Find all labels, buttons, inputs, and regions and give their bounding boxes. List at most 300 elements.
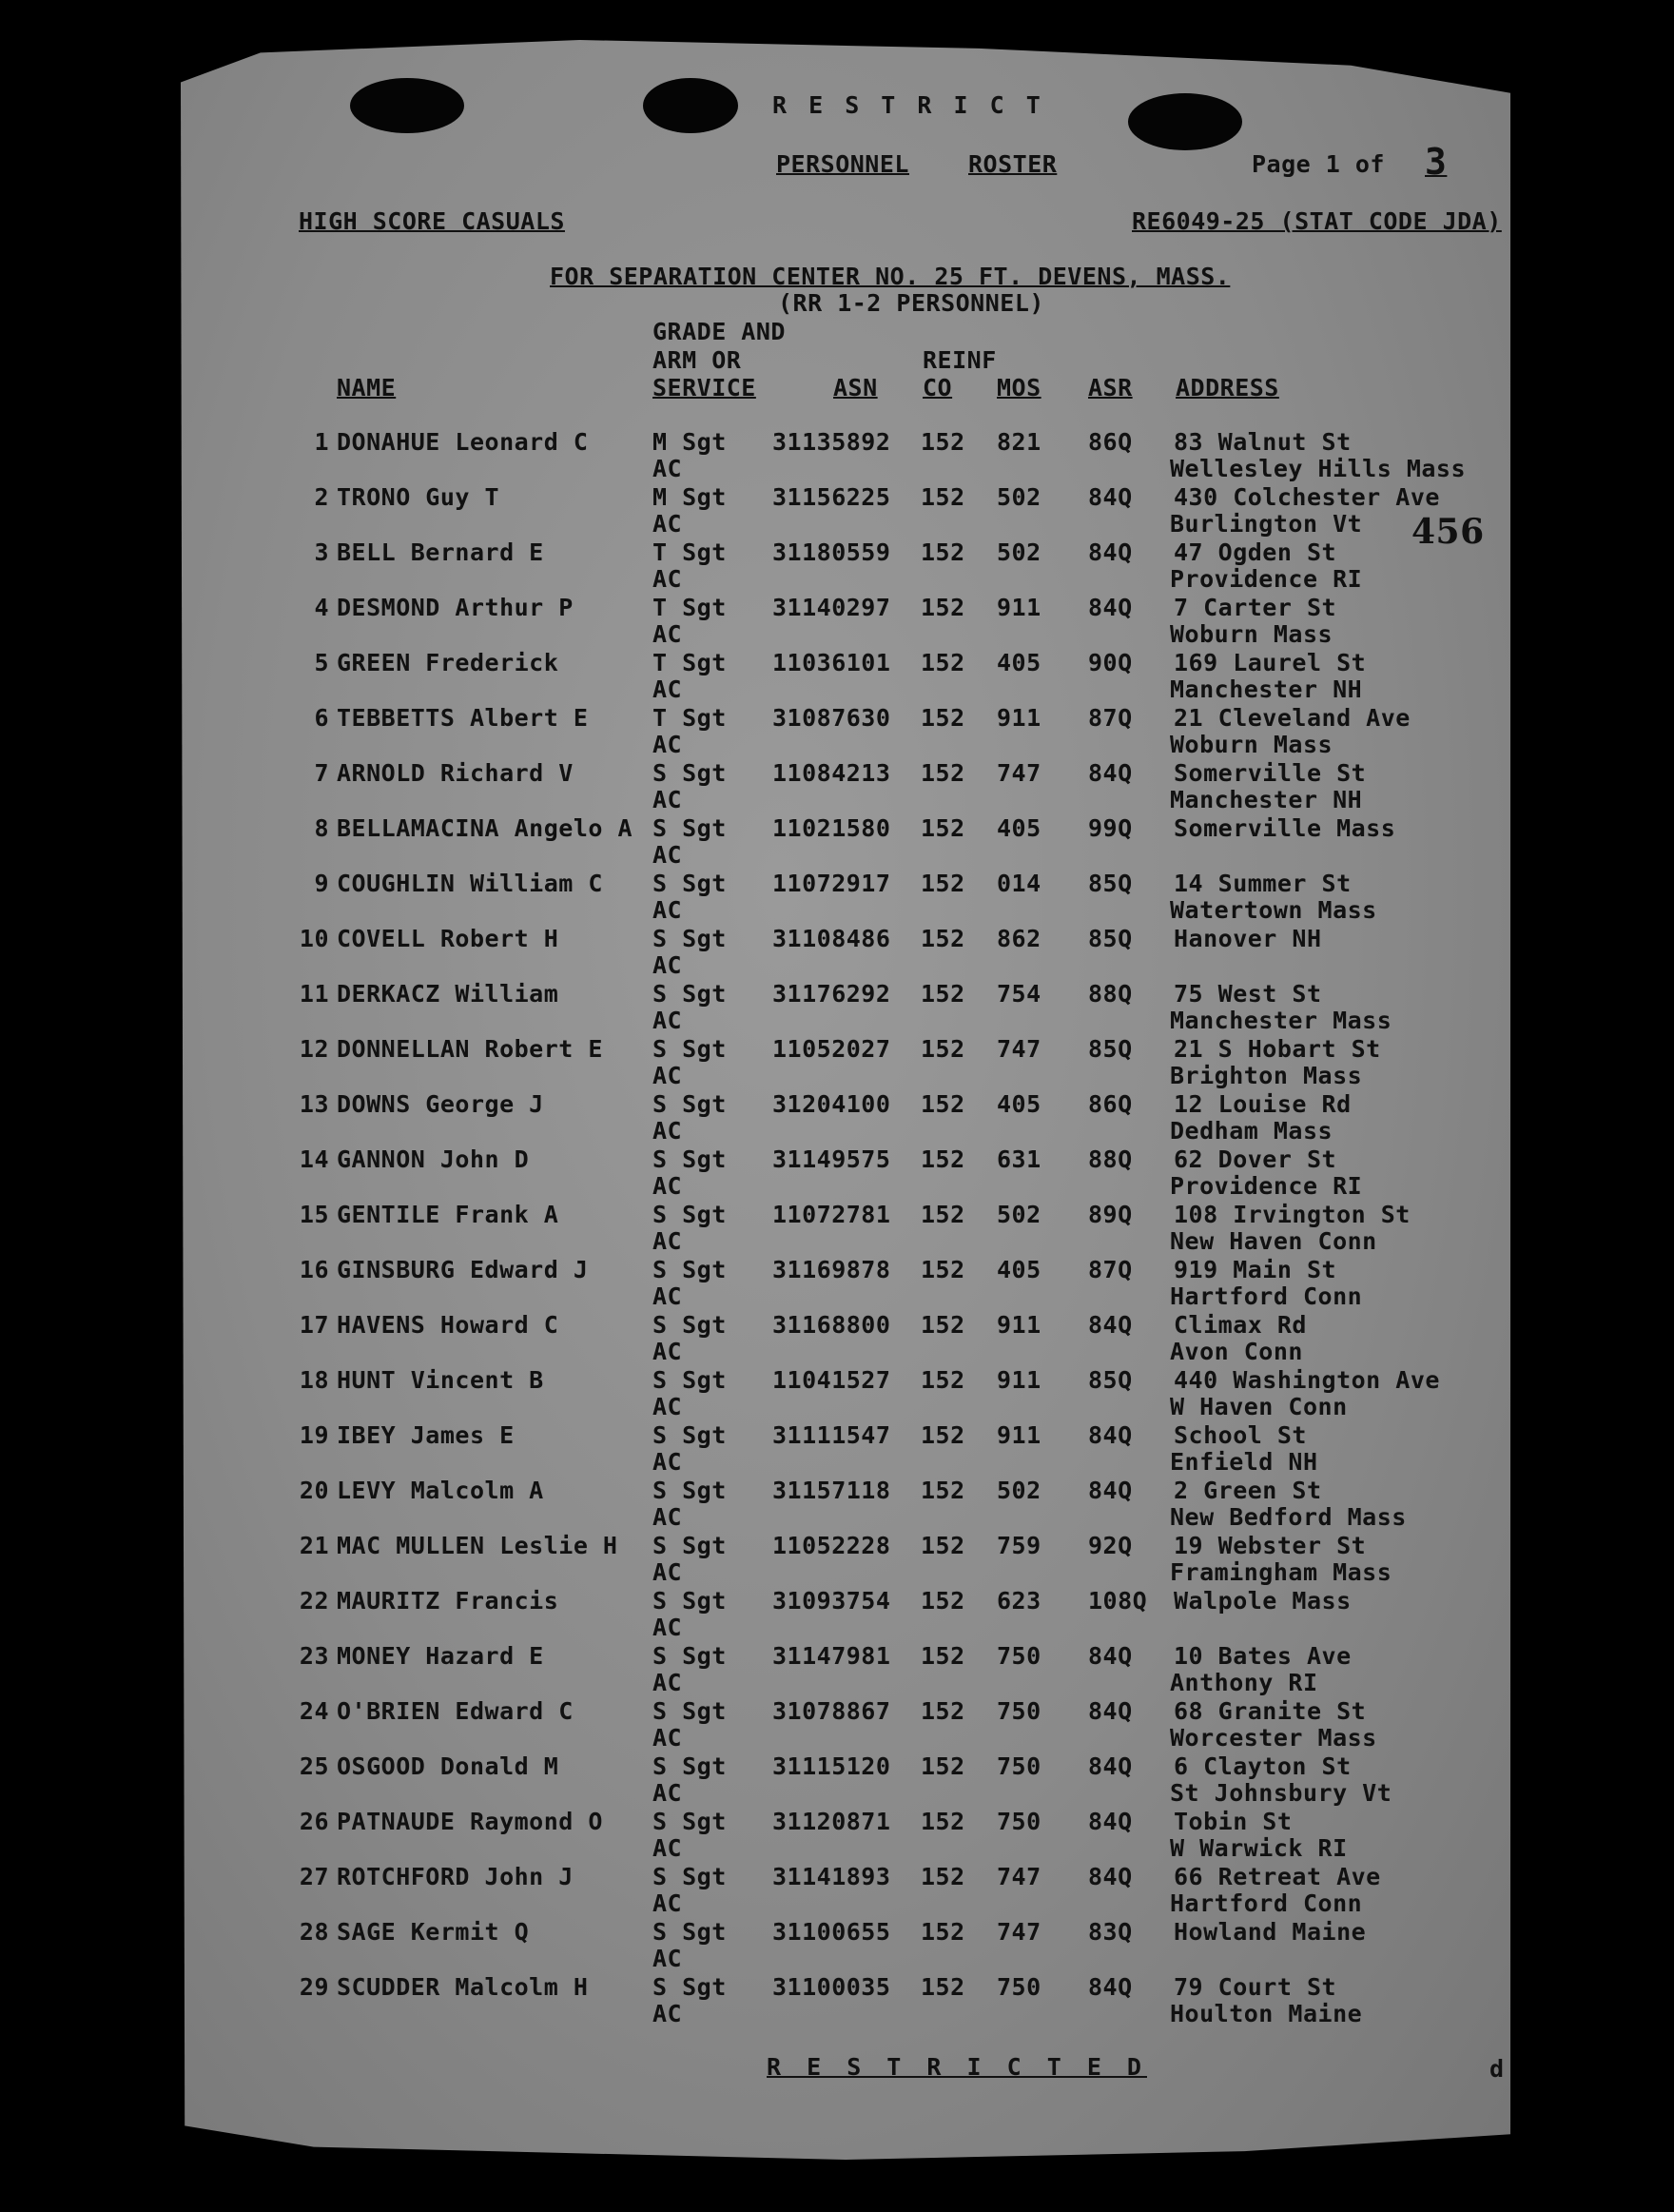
row-asr: 84Q bbox=[1088, 538, 1133, 566]
col-grade-line1: GRADE AND bbox=[652, 318, 786, 345]
high-score-casuals-title: HIGH SCORE CASUALS bbox=[299, 207, 565, 235]
row-asr: 86Q bbox=[1088, 1090, 1133, 1118]
row-reinf-co: 152 bbox=[921, 1642, 965, 1670]
row-number: 29 bbox=[299, 1973, 329, 2001]
row-grade: S Sgt bbox=[652, 1201, 727, 1228]
row-reinf-co: 152 bbox=[921, 1808, 965, 1835]
stamp-number: 456 bbox=[1411, 512, 1485, 552]
row-asr: 84Q bbox=[1088, 1477, 1133, 1504]
row-asr: 86Q bbox=[1088, 428, 1133, 456]
row-address-line1: Hanover NH bbox=[1174, 925, 1322, 952]
row-mos: 405 bbox=[997, 814, 1041, 842]
row-asn: 31156225 bbox=[772, 483, 891, 511]
row-arm: AC bbox=[652, 1282, 683, 1310]
row-name: IBEY James E bbox=[337, 1421, 515, 1449]
row-reinf-co: 152 bbox=[921, 1256, 965, 1283]
row-asn: 11021580 bbox=[772, 814, 891, 842]
row-name: DONAHUE Leonard C bbox=[337, 428, 589, 456]
row-number: 8 bbox=[314, 814, 329, 842]
row-reinf-co: 152 bbox=[921, 1863, 965, 1890]
row-arm: AC bbox=[652, 896, 683, 924]
col-reinf-line1: REINF bbox=[923, 346, 997, 374]
row-mos: 747 bbox=[997, 1035, 1041, 1063]
row-address-line2: Framingham Mass bbox=[1170, 1558, 1392, 1586]
row-address-line1: 83 Walnut St bbox=[1174, 428, 1352, 456]
row-mos: 014 bbox=[997, 870, 1041, 897]
row-address-line2: Dedham Mass bbox=[1170, 1117, 1333, 1145]
row-name: COUGHLIN William C bbox=[337, 870, 603, 897]
row-grade: S Sgt bbox=[652, 1145, 727, 1173]
row-number: 13 bbox=[299, 1090, 329, 1118]
row-name: TEBBETTS Albert E bbox=[337, 704, 589, 732]
row-address-line2: Manchester NH bbox=[1170, 786, 1363, 813]
row-asr: 89Q bbox=[1088, 1201, 1133, 1228]
row-address-line1: Somerville St bbox=[1174, 759, 1367, 787]
row-asn: 11084213 bbox=[772, 759, 891, 787]
row-arm: AC bbox=[652, 1614, 683, 1641]
row-reinf-co: 152 bbox=[921, 1421, 965, 1449]
row-number: 25 bbox=[299, 1752, 329, 1780]
col-asr: ASR bbox=[1088, 374, 1133, 401]
row-mos: 754 bbox=[997, 980, 1041, 1008]
row-number: 18 bbox=[299, 1366, 329, 1394]
row-asn: 31087630 bbox=[772, 704, 891, 732]
row-mos: 747 bbox=[997, 1863, 1041, 1890]
row-reinf-co: 152 bbox=[921, 1201, 965, 1228]
row-address-line2: Wellesley Hills Mass bbox=[1170, 455, 1467, 482]
row-number: 10 bbox=[299, 925, 329, 952]
row-grade: S Sgt bbox=[652, 1421, 727, 1449]
row-mos: 911 bbox=[997, 1311, 1041, 1339]
row-asn: 11072917 bbox=[772, 870, 891, 897]
row-mos: 502 bbox=[997, 1201, 1041, 1228]
row-address-line1: 21 S Hobart St bbox=[1174, 1035, 1381, 1063]
roster-code: RE6049-25 (STAT CODE JDA) bbox=[1132, 207, 1502, 235]
row-address-line1: 169 Laurel St bbox=[1174, 649, 1367, 676]
row-grade: S Sgt bbox=[652, 1035, 727, 1063]
row-grade: S Sgt bbox=[652, 1808, 727, 1835]
row-grade: S Sgt bbox=[652, 759, 727, 787]
row-address-line2: Worcester Mass bbox=[1170, 1724, 1377, 1752]
row-asr: 85Q bbox=[1088, 1035, 1133, 1063]
row-name: GREEN Frederick bbox=[337, 649, 559, 676]
row-address-line2: Woburn Mass bbox=[1170, 731, 1333, 758]
row-asn: 31157118 bbox=[772, 1477, 891, 1504]
row-mos: 750 bbox=[997, 1642, 1041, 1670]
row-arm: AC bbox=[652, 1779, 683, 1807]
row-name: MAC MULLEN Leslie H bbox=[337, 1532, 618, 1559]
row-arm: AC bbox=[652, 841, 683, 869]
row-name: HAVENS Howard C bbox=[337, 1311, 559, 1339]
row-mos: 750 bbox=[997, 1973, 1041, 2001]
row-arm: AC bbox=[652, 1558, 683, 1586]
title-roster: ROSTER bbox=[968, 150, 1058, 178]
separation-center-title: FOR SEPARATION CENTER NO. 25 FT. DEVENS, MASS. bbox=[550, 263, 1231, 290]
row-asr: 87Q bbox=[1088, 1256, 1133, 1283]
row-reinf-co: 152 bbox=[921, 1918, 965, 1946]
row-reinf-co: 152 bbox=[921, 1035, 965, 1063]
punch-hole-left bbox=[350, 78, 464, 133]
row-reinf-co: 152 bbox=[921, 594, 965, 621]
footer-mark: d bbox=[1489, 2055, 1505, 2083]
row-asn: 11041527 bbox=[772, 1366, 891, 1394]
row-address-line1: Climax Rd bbox=[1174, 1311, 1307, 1339]
row-asn: 31115120 bbox=[772, 1752, 891, 1780]
row-grade: S Sgt bbox=[652, 1587, 727, 1615]
row-arm: AC bbox=[652, 786, 683, 813]
row-arm: AC bbox=[652, 620, 683, 648]
row-asr: 87Q bbox=[1088, 704, 1133, 732]
row-name: DERKACZ William bbox=[337, 980, 559, 1008]
row-arm: AC bbox=[652, 510, 683, 538]
row-grade: T Sgt bbox=[652, 538, 727, 566]
row-arm: AC bbox=[652, 1945, 683, 1972]
row-name: ARNOLD Richard V bbox=[337, 759, 574, 787]
row-mos: 405 bbox=[997, 1090, 1041, 1118]
row-number: 28 bbox=[299, 1918, 329, 1946]
row-arm: AC bbox=[652, 1393, 683, 1420]
row-asn: 31111547 bbox=[772, 1421, 891, 1449]
row-asn: 11036101 bbox=[772, 649, 891, 676]
row-grade: S Sgt bbox=[652, 1752, 727, 1780]
row-mos: 911 bbox=[997, 594, 1041, 621]
title-personnel: PERSONNEL bbox=[776, 150, 909, 178]
row-number: 22 bbox=[299, 1587, 329, 1615]
row-address-line1: 75 West St bbox=[1174, 980, 1322, 1008]
row-address-line1: School St bbox=[1174, 1421, 1307, 1449]
row-name: PATNAUDE Raymond O bbox=[337, 1808, 603, 1835]
row-asn: 31093754 bbox=[772, 1587, 891, 1615]
row-reinf-co: 152 bbox=[921, 980, 965, 1008]
row-arm: AC bbox=[652, 1503, 683, 1531]
row-address-line1: Somerville Mass bbox=[1174, 814, 1396, 842]
row-name: TRONO Guy T bbox=[337, 483, 500, 511]
row-name: COVELL Robert H bbox=[337, 925, 559, 952]
row-mos: 623 bbox=[997, 1587, 1041, 1615]
row-address-line1: 62 Dover St bbox=[1174, 1145, 1337, 1173]
row-arm: AC bbox=[652, 1227, 683, 1255]
separation-center-subtitle: (RR 1-2 PERSONNEL) bbox=[778, 289, 1044, 317]
row-arm: AC bbox=[652, 1669, 683, 1696]
row-number: 19 bbox=[299, 1421, 329, 1449]
row-mos: 750 bbox=[997, 1752, 1041, 1780]
row-asn: 31147981 bbox=[772, 1642, 891, 1670]
row-arm: AC bbox=[652, 1889, 683, 1917]
row-asr: 84Q bbox=[1088, 1642, 1133, 1670]
row-number: 5 bbox=[314, 649, 329, 676]
row-reinf-co: 152 bbox=[921, 814, 965, 842]
row-address-line1: 79 Court St bbox=[1174, 1973, 1337, 2001]
row-grade: S Sgt bbox=[652, 1311, 727, 1339]
row-name: GENTILE Frank A bbox=[337, 1201, 559, 1228]
row-address-line2: St Johnsbury Vt bbox=[1170, 1779, 1392, 1807]
row-asn: 31180559 bbox=[772, 538, 891, 566]
row-reinf-co: 152 bbox=[921, 1532, 965, 1559]
row-asn: 31176292 bbox=[772, 980, 891, 1008]
row-asn: 31100035 bbox=[772, 1973, 891, 2001]
row-asn: 31168800 bbox=[772, 1311, 891, 1339]
row-mos: 502 bbox=[997, 1477, 1041, 1504]
row-number: 12 bbox=[299, 1035, 329, 1063]
row-grade: S Sgt bbox=[652, 1532, 727, 1559]
row-asr: 88Q bbox=[1088, 980, 1133, 1008]
row-address-line1: 21 Cleveland Ave bbox=[1174, 704, 1411, 732]
row-mos: 405 bbox=[997, 649, 1041, 676]
page-total: 3 bbox=[1425, 141, 1448, 183]
row-number: 15 bbox=[299, 1201, 329, 1228]
row-address-line1: Howland Maine bbox=[1174, 1918, 1367, 1946]
row-name: ROTCHFORD John J bbox=[337, 1863, 574, 1890]
row-asn: 11072781 bbox=[772, 1201, 891, 1228]
restricted-top-stamp: R E S T R I C T bbox=[772, 91, 1044, 119]
row-asr: 83Q bbox=[1088, 1918, 1133, 1946]
row-grade: M Sgt bbox=[652, 428, 727, 456]
row-asn: 31140297 bbox=[772, 594, 891, 621]
row-mos: 862 bbox=[997, 925, 1041, 952]
row-grade: S Sgt bbox=[652, 925, 727, 952]
row-grade: S Sgt bbox=[652, 1256, 727, 1283]
row-number: 9 bbox=[314, 870, 329, 897]
row-grade: S Sgt bbox=[652, 1477, 727, 1504]
row-mos: 759 bbox=[997, 1532, 1041, 1559]
row-arm: AC bbox=[652, 1117, 683, 1145]
col-reinf-co: CO bbox=[923, 374, 953, 401]
col-grade-line3: SERVICE bbox=[652, 374, 756, 401]
row-mos: 750 bbox=[997, 1697, 1041, 1725]
row-asr: 84Q bbox=[1088, 1421, 1133, 1449]
row-grade: S Sgt bbox=[652, 870, 727, 897]
row-reinf-co: 152 bbox=[921, 925, 965, 952]
row-address-line1: 66 Retreat Ave bbox=[1174, 1863, 1381, 1890]
row-asr: 85Q bbox=[1088, 1366, 1133, 1394]
row-name: DONNELLAN Robert E bbox=[337, 1035, 603, 1063]
row-asr: 84Q bbox=[1088, 1808, 1133, 1835]
row-number: 11 bbox=[299, 980, 329, 1008]
row-grade: S Sgt bbox=[652, 1863, 727, 1890]
row-address-line1: 919 Main St bbox=[1174, 1256, 1337, 1283]
page-label: Page 1 of bbox=[1252, 150, 1385, 178]
row-address-line2: Manchester NH bbox=[1170, 675, 1363, 703]
row-number: 21 bbox=[299, 1532, 329, 1559]
col-grade-line2: ARM OR bbox=[652, 346, 742, 374]
row-asr: 92Q bbox=[1088, 1532, 1133, 1559]
row-address-line1: 430 Colchester Ave bbox=[1174, 483, 1440, 511]
row-arm: AC bbox=[652, 731, 683, 758]
row-arm: AC bbox=[652, 1724, 683, 1752]
row-mos: 911 bbox=[997, 704, 1041, 732]
row-address-line2: W Warwick RI bbox=[1170, 1834, 1348, 1862]
row-number: 23 bbox=[299, 1642, 329, 1670]
row-reinf-co: 152 bbox=[921, 1587, 965, 1615]
row-grade: S Sgt bbox=[652, 814, 727, 842]
row-asr: 85Q bbox=[1088, 925, 1133, 952]
row-arm: AC bbox=[652, 1172, 683, 1200]
row-address-line1: 47 Ogden St bbox=[1174, 538, 1337, 566]
row-address-line1: 14 Summer St bbox=[1174, 870, 1352, 897]
row-number: 7 bbox=[314, 759, 329, 787]
row-mos: 821 bbox=[997, 428, 1041, 456]
row-number: 6 bbox=[314, 704, 329, 732]
row-asr: 88Q bbox=[1088, 1145, 1133, 1173]
row-number: 1 bbox=[314, 428, 329, 456]
row-grade: S Sgt bbox=[652, 980, 727, 1008]
row-name: GINSBURG Edward J bbox=[337, 1256, 589, 1283]
col-asn: ASN bbox=[833, 374, 878, 401]
row-asr: 84Q bbox=[1088, 1863, 1133, 1890]
row-grade: S Sgt bbox=[652, 1918, 727, 1946]
col-name: NAME bbox=[337, 374, 397, 401]
row-asr: 108Q bbox=[1088, 1587, 1148, 1615]
row-address-line2: Hartford Conn bbox=[1170, 1282, 1363, 1310]
row-grade: M Sgt bbox=[652, 483, 727, 511]
row-asr: 84Q bbox=[1088, 1973, 1133, 2001]
row-mos: 747 bbox=[997, 759, 1041, 787]
row-arm: AC bbox=[652, 1448, 683, 1476]
row-mos: 750 bbox=[997, 1808, 1041, 1835]
row-asr: 84Q bbox=[1088, 1311, 1133, 1339]
row-grade: T Sgt bbox=[652, 649, 727, 676]
row-address-line1: 12 Louise Rd bbox=[1174, 1090, 1352, 1118]
row-number: 2 bbox=[314, 483, 329, 511]
row-address-line2: New Bedford Mass bbox=[1170, 1503, 1407, 1531]
row-grade: T Sgt bbox=[652, 704, 727, 732]
row-address-line2: New Haven Conn bbox=[1170, 1227, 1377, 1255]
row-asr: 90Q bbox=[1088, 649, 1133, 676]
row-mos: 405 bbox=[997, 1256, 1041, 1283]
row-grade: T Sgt bbox=[652, 594, 727, 621]
row-reinf-co: 152 bbox=[921, 483, 965, 511]
row-reinf-co: 152 bbox=[921, 1366, 965, 1394]
row-reinf-co: 152 bbox=[921, 1090, 965, 1118]
col-mos: MOS bbox=[997, 374, 1041, 401]
row-address-line1: Walpole Mass bbox=[1174, 1587, 1352, 1615]
row-address-line2: Providence RI bbox=[1170, 565, 1363, 593]
row-address-line2: Providence RI bbox=[1170, 1172, 1363, 1200]
row-reinf-co: 152 bbox=[921, 759, 965, 787]
row-mos: 502 bbox=[997, 538, 1041, 566]
row-asr: 99Q bbox=[1088, 814, 1133, 842]
row-asn: 11052027 bbox=[772, 1035, 891, 1063]
row-address-line1: 6 Clayton St bbox=[1174, 1752, 1352, 1780]
row-address-line2: Manchester Mass bbox=[1170, 1007, 1392, 1034]
row-asn: 31100655 bbox=[772, 1918, 891, 1946]
row-asr: 84Q bbox=[1088, 759, 1133, 787]
row-asn: 31169878 bbox=[772, 1256, 891, 1283]
row-address-line1: 108 Irvington St bbox=[1174, 1201, 1411, 1228]
row-name: MAURITZ Francis bbox=[337, 1587, 559, 1615]
row-number: 14 bbox=[299, 1145, 329, 1173]
row-mos: 747 bbox=[997, 1918, 1041, 1946]
row-address-line2: Burlington Vt bbox=[1170, 510, 1363, 538]
row-number: 16 bbox=[299, 1256, 329, 1283]
row-reinf-co: 152 bbox=[921, 870, 965, 897]
row-asr: 84Q bbox=[1088, 594, 1133, 621]
row-reinf-co: 152 bbox=[921, 649, 965, 676]
row-mos: 631 bbox=[997, 1145, 1041, 1173]
punch-hole-middle bbox=[643, 78, 738, 133]
row-number: 3 bbox=[314, 538, 329, 566]
punch-hole-right bbox=[1128, 93, 1242, 150]
row-name: O'BRIEN Edward C bbox=[337, 1697, 574, 1725]
row-grade: S Sgt bbox=[652, 1366, 727, 1394]
row-arm: AC bbox=[652, 2000, 683, 2027]
row-reinf-co: 152 bbox=[921, 1697, 965, 1725]
row-asn: 31141893 bbox=[772, 1863, 891, 1890]
restricted-footer-stamp: R E S T R I C T E D bbox=[767, 2053, 1147, 2081]
row-reinf-co: 152 bbox=[921, 1311, 965, 1339]
row-arm: AC bbox=[652, 1338, 683, 1365]
row-arm: AC bbox=[652, 455, 683, 482]
row-address-line2: Watertown Mass bbox=[1170, 896, 1377, 924]
row-arm: AC bbox=[652, 1007, 683, 1034]
row-name: BELL Bernard E bbox=[337, 538, 544, 566]
row-asn: 31108486 bbox=[772, 925, 891, 952]
row-reinf-co: 152 bbox=[921, 1145, 965, 1173]
row-grade: S Sgt bbox=[652, 1973, 727, 2001]
row-address-line1: 7 Carter St bbox=[1174, 594, 1337, 621]
row-arm: AC bbox=[652, 1062, 683, 1089]
row-address-line2: Hartford Conn bbox=[1170, 1889, 1363, 1917]
row-asn: 31135892 bbox=[772, 428, 891, 456]
row-mos: 502 bbox=[997, 483, 1041, 511]
row-asr: 85Q bbox=[1088, 870, 1133, 897]
row-arm: AC bbox=[652, 565, 683, 593]
row-address-line2: Woburn Mass bbox=[1170, 620, 1333, 648]
row-reinf-co: 152 bbox=[921, 538, 965, 566]
row-address-line1: 10 Bates Ave bbox=[1174, 1642, 1352, 1670]
row-arm: AC bbox=[652, 1834, 683, 1862]
row-grade: S Sgt bbox=[652, 1642, 727, 1670]
row-reinf-co: 152 bbox=[921, 1973, 965, 2001]
row-number: 4 bbox=[314, 594, 329, 621]
row-address-line1: 440 Washington Ave bbox=[1174, 1366, 1440, 1394]
row-number: 27 bbox=[299, 1863, 329, 1890]
row-asr: 84Q bbox=[1088, 1697, 1133, 1725]
row-name: GANNON John D bbox=[337, 1145, 530, 1173]
row-reinf-co: 152 bbox=[921, 428, 965, 456]
row-address-line2: W Haven Conn bbox=[1170, 1393, 1348, 1420]
row-address-line1: Tobin St bbox=[1174, 1808, 1293, 1835]
row-address-line2: Enfield NH bbox=[1170, 1448, 1318, 1476]
row-name: MONEY Hazard E bbox=[337, 1642, 544, 1670]
row-number: 17 bbox=[299, 1311, 329, 1339]
row-grade: S Sgt bbox=[652, 1090, 727, 1118]
row-address-line2: Brighton Mass bbox=[1170, 1062, 1363, 1089]
row-reinf-co: 152 bbox=[921, 1477, 965, 1504]
row-asn: 31204100 bbox=[772, 1090, 891, 1118]
row-name: LEVY Malcolm A bbox=[337, 1477, 544, 1504]
row-address-line1: 19 Webster St bbox=[1174, 1532, 1367, 1559]
row-name: HUNT Vincent B bbox=[337, 1366, 544, 1394]
row-asn: 31078867 bbox=[772, 1697, 891, 1725]
row-name: SAGE Kermit Q bbox=[337, 1918, 530, 1946]
row-asn: 31149575 bbox=[772, 1145, 891, 1173]
row-address-line2: Houlton Maine bbox=[1170, 2000, 1363, 2027]
row-asr: 84Q bbox=[1088, 1752, 1133, 1780]
row-asr: 84Q bbox=[1088, 483, 1133, 511]
row-name: BELLAMACINA Angelo A bbox=[337, 814, 633, 842]
row-address-line2: Anthony RI bbox=[1170, 1669, 1318, 1696]
row-number: 26 bbox=[299, 1808, 329, 1835]
col-address: ADDRESS bbox=[1176, 374, 1279, 401]
row-reinf-co: 152 bbox=[921, 704, 965, 732]
row-asn: 11052228 bbox=[772, 1532, 891, 1559]
row-address-line2: Avon Conn bbox=[1170, 1338, 1303, 1365]
row-mos: 911 bbox=[997, 1366, 1041, 1394]
row-reinf-co: 152 bbox=[921, 1752, 965, 1780]
row-number: 20 bbox=[299, 1477, 329, 1504]
row-mos: 911 bbox=[997, 1421, 1041, 1449]
